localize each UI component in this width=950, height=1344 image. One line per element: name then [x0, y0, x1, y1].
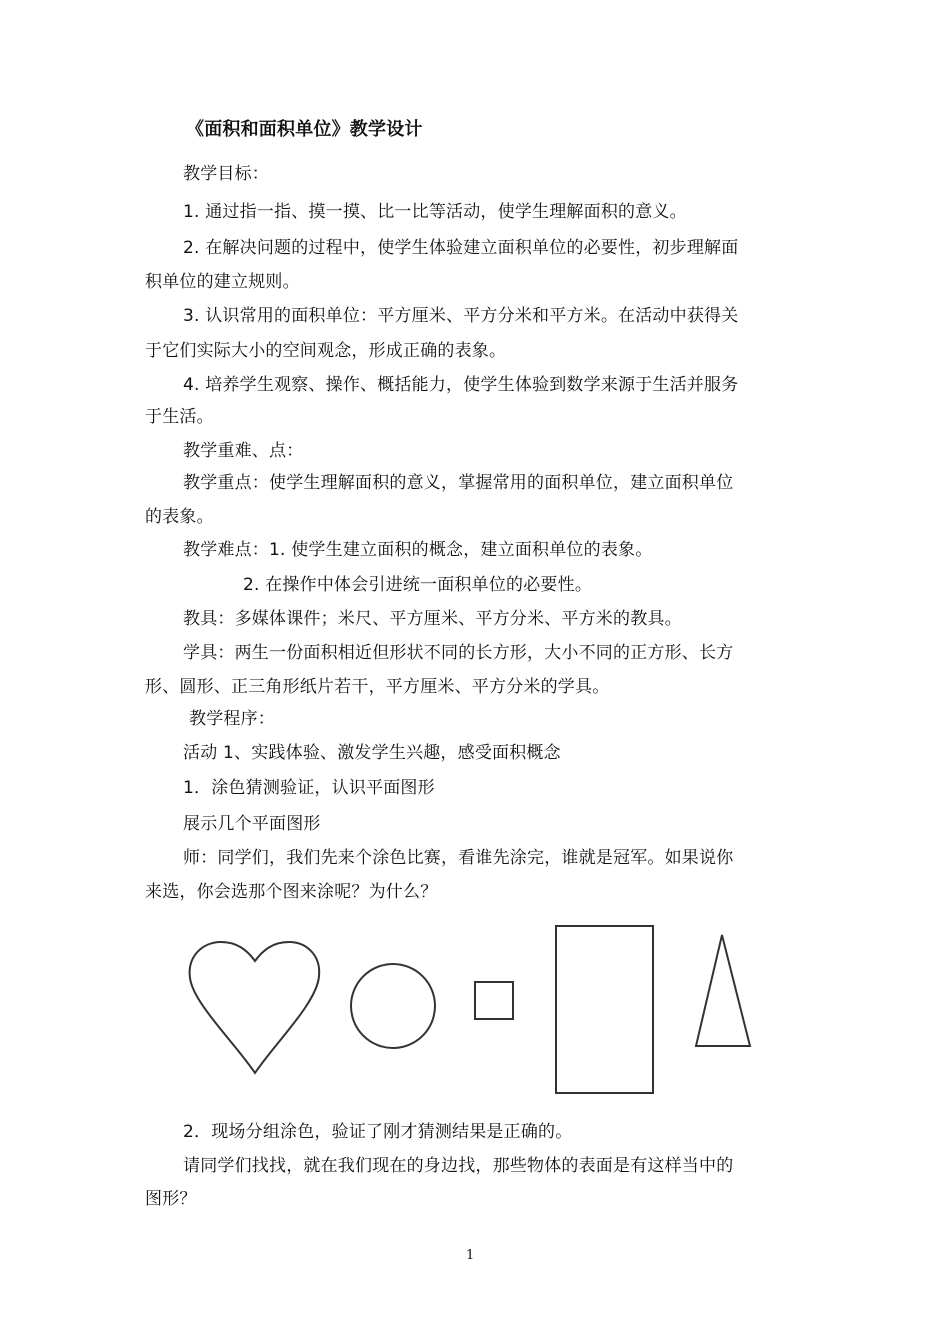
- rectangle-shape: [556, 926, 653, 1093]
- paragraph-line: 4. 培养学生观察、操作、概括能力，使学生体验到数学来源于生活并服务: [183, 375, 739, 395]
- small-square-shape: [475, 982, 513, 1019]
- circle-shape: [351, 964, 435, 1048]
- paragraph-line: 2．现场分组涂色，验证了刚才猜测结果是正确的。: [183, 1122, 573, 1142]
- paragraph-line: 活动 1、实践体验、激发学生兴趣，感受面积概念: [183, 743, 561, 763]
- paragraph-line: 教学重难、点：: [183, 441, 304, 461]
- paragraph-line: 于生活。: [145, 407, 214, 427]
- paragraph-line: 教学程序：: [189, 709, 275, 729]
- paragraph-line: 图形？: [145, 1189, 197, 1209]
- paragraph-line: 1. 通过指一指、摸一摸、比一比等活动，使学生理解面积的意义。: [183, 202, 687, 222]
- paragraph-line: 教学重点：使学生理解面积的意义，掌握常用的面积单位，建立面积单位: [183, 473, 734, 493]
- page-number: 1: [466, 1248, 475, 1263]
- document-title: 《面积和面积单位》教学设计: [186, 119, 423, 140]
- triangle-shape: [696, 935, 750, 1046]
- paragraph-line: 积单位的建立规则。: [145, 272, 300, 292]
- paragraph-line: 2. 在解决问题的过程中，使学生体验建立面积单位的必要性，初步理解面: [183, 238, 739, 258]
- shapes-figure: [183, 918, 763, 1103]
- paragraph-line: 3. 认识常用的面积单位：平方厘米、平方分米和平方米。在活动中获得关: [183, 306, 739, 326]
- paragraph-line: 2. 在操作中体会引进统一面积单位的必要性。: [243, 575, 593, 595]
- paragraph-line: 形、圆形、正三角形纸片若干，平方厘米、平方分米的学具。: [145, 677, 610, 697]
- paragraph-line: 请同学们找找，就在我们现在的身边找，那些物体的表面是有这样当中的: [183, 1156, 734, 1176]
- heart-shape: [190, 942, 320, 1073]
- paragraph-line: 展示几个平面图形: [183, 814, 321, 834]
- paragraph-line: 教具：多媒体课件；米尺、平方厘米、平方分米、平方米的教具。: [183, 609, 682, 629]
- paragraph-line: 的表象。: [145, 507, 214, 527]
- paragraph-line: 师：同学们，我们先来个涂色比赛，看谁先涂完，谁就是冠军。如果说你: [183, 848, 734, 868]
- paragraph-line: 于它们实际大小的空间观念，形成正确的表象。: [145, 341, 507, 361]
- paragraph-line: 教学难点：1. 使学生建立面积的概念，建立面积单位的表象。: [183, 540, 653, 560]
- paragraph-line: 来选，你会选那个图来涂呢？为什么？: [145, 882, 438, 902]
- paragraph-line: 教学目标：: [183, 164, 269, 184]
- paragraph-line: 1．涂色猜测验证，认识平面图形: [183, 778, 435, 798]
- paragraph-line: 学具：两生一份面积相近但形状不同的长方形，大小不同的正方形、长方: [183, 643, 734, 663]
